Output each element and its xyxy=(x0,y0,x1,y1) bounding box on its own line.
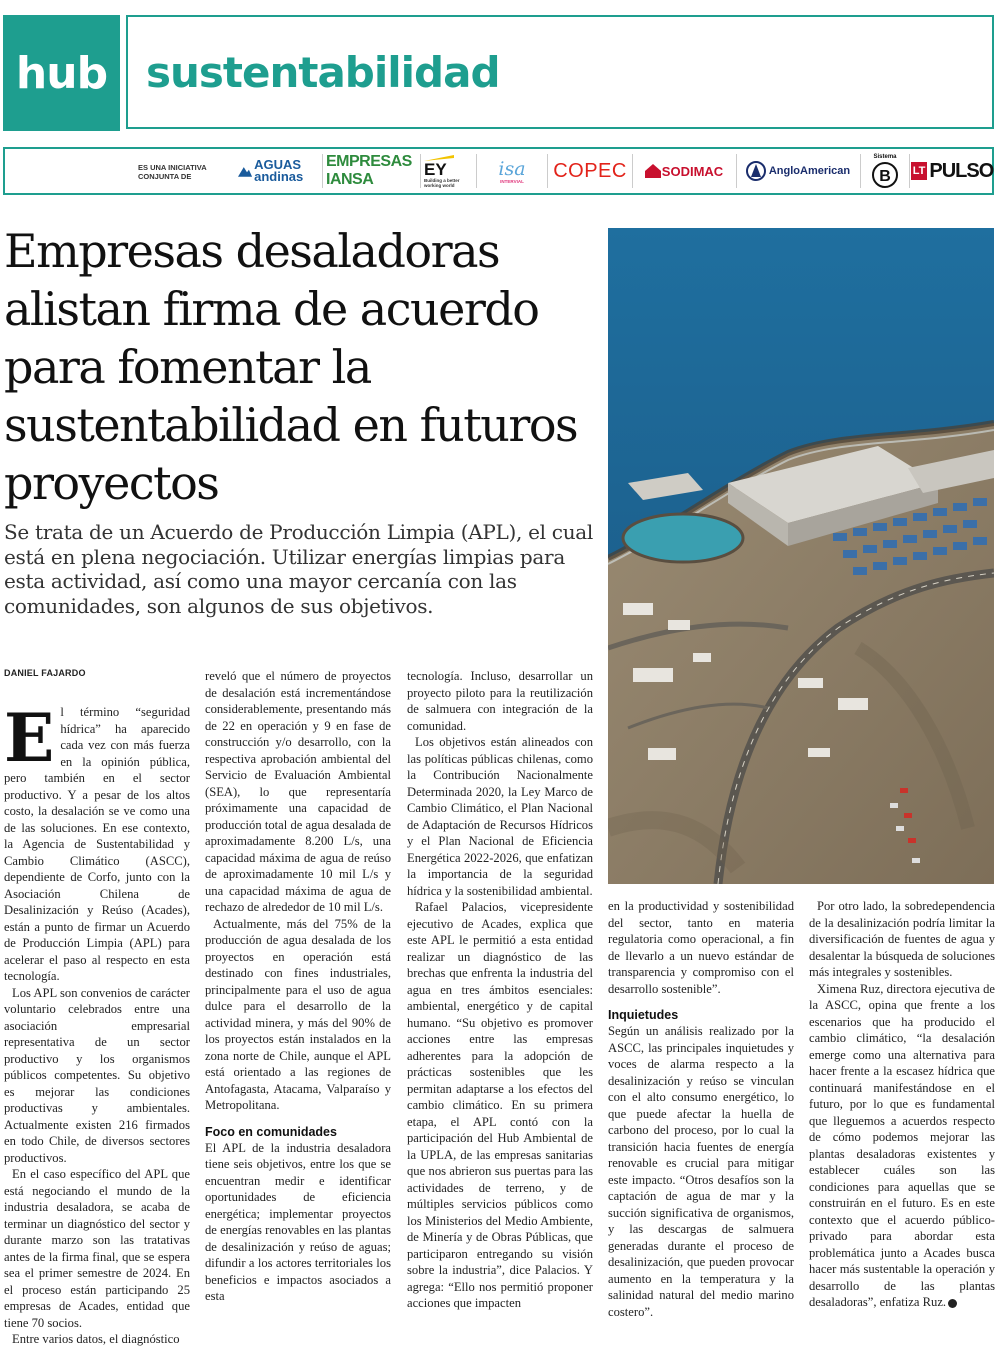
subhead: Inquietudes xyxy=(608,1008,679,1022)
section-title: sustentabilidad xyxy=(146,47,500,97)
copec-logo xyxy=(550,150,630,192)
ey-tagline: Building a better working world xyxy=(424,177,460,188)
isa-tagline: INTERVIAL xyxy=(500,178,524,184)
sistema-b-logo xyxy=(863,150,907,192)
article-deck: Se trata de un Acuerdo de Producción Limpia (APL), el cual está en plena negociación. Utilizar energías limpias para esta actividad, así como una mayor cercanía con las comunidades, son algunos de sus objetivos. xyxy=(4,520,594,618)
drop-cap: E xyxy=(4,699,55,777)
paragraph-text: Ximena Ruz, directora ejecutiva de la ASCC, opina que frente a los escenarios que ha producido el cambio climático, “la desalación emerge como una alternativa para hacer frente a la escasez hídrica que continuará manifestándose en el futuro, por lo que es fundamental que lleguemos a acuerdos respecto de cómo podemos mejorar las plantas desaladoras existentes y establecer cuáles son las condiciones para aquellas que se construirán en el futuro. Es en este contexto que el acuerdo público-privado para abordar esta problemática junto a Acades busca hacer más sustentable la operación y desarrollo de las plantas desaladoras”, enfatiza Ruz. xyxy=(809,981,995,1309)
anglo-american-text: AngloAmerican xyxy=(768,165,851,177)
byline: DANIEL FAJARDO xyxy=(4,668,86,678)
lt-pulso-logo: LT PULSO xyxy=(912,159,994,182)
article-column-4 xyxy=(608,898,794,1320)
sponsor-divider xyxy=(322,154,323,188)
sponsor-divider xyxy=(476,154,477,188)
iansa-text: EMPRESAS IANSA xyxy=(326,153,412,188)
sodimac-text: SODIMAC xyxy=(661,163,724,179)
paragraph-text: l término “seguridad hídrica” ha aparecido cada vez con más fuerza en la opinión pública, pero también en el sector productivo. Y a pesar de los altos costo, la desalación se ve como una de las soluciones. En ese contexto, la Agencia de Sustentabilidad y Cambio Climático (ASCC), dependiente de Corfo, junto con la Asociación Chilena de Desalinización y Reúso (Acades), están a punto de firmar un Acuerdo de Producción Limpia (APL) para acelerar el paso al respecto en esta tecnología. xyxy=(4,705,190,983)
paragraph: Los APL son convenios de carácter voluntario celebrados entre una asociación empresarial representativa de un sector productivo y los organismos públicos competentes. Su objetivo es mejorar las condiciones productivas y ambientales. Actualmente existen 216 firmados en todo Chile, de diversos sectores productivos. xyxy=(4,985,190,1165)
paragraph: tecnología. Incluso, desarrollar un proyecto piloto para la reutilización de salmuera con integración de la comunidad. xyxy=(407,669,593,733)
svg-text:B: B xyxy=(879,168,891,185)
sponsor-intro: ES UNA INICIATIVA CONJUNTA DE xyxy=(138,163,207,181)
article-headline: Empresas desaladoras alistan firma de acuerdo para fomentar la sustentabilidad en futuros proyectos xyxy=(4,224,578,510)
sponsor-divider xyxy=(736,154,737,188)
paragraph xyxy=(4,699,190,985)
paragraph: reveló que el número de proyectos de desalación está incrementándose considerablemente, presentando más de 22 en operación y 9 en fase de construcción y/o desarrollo, con la respectiva aprobación ambiental del Servicio de Evaluación Ambiental (SEA), lo que representaría próximamente una capacidad de producción total de agua desalada de aproximadamente 8.200 L/s, una capacidad máxima de agua de reúso de aproximadamente 10 mil L/s y una capacidad máxima de agua de rechazo de alrededor de 10 mil L/s. xyxy=(205,669,391,914)
paragraph: Según un análisis realizado por la ASCC, las principales inquietudes y voces de alarma respecto a la desalinización y reúso se vinculan con el alto consumo energético, lo que puede afectar la huella de carbono del proceso, por lo cual la transición hacia fuentes de energía renovable es crucial para mitigar este impacto. “Otros desafíos son la captación de agua de mar y la succión significativa de organismos, y las descargas de salmuera generadas durante el proceso de desalinización, que pueden provocar aumento en la temperatura y la salinidad natural del medio marino costero”. xyxy=(608,1024,794,1319)
article-column-3 xyxy=(407,668,593,1312)
ey-logo xyxy=(424,150,474,192)
sodimac-logo xyxy=(635,150,733,192)
article-column-1 xyxy=(4,699,190,1348)
hub-logo xyxy=(3,15,120,131)
paragraph: Actualmente, más del 75% de la producción de agua desalada de los proyectos en operación está destinado con fines industriales, principalmente para el uso de agua dulce para el desarrollo de la actividad minera, y más del 90% de los proyectos están instalados en la zona norte de Chile, aunque el APL está orientado a las regiones de Antofagasta, Atacama, Valparaíso y Metropolitana. xyxy=(205,916,391,1112)
paragraph: Por otro lado, la sobredependencia de la desalinización podría limitar la diversificación de fuentes de agua y desalentar la búsqueda de soluciones más integrales y sostenibles. xyxy=(809,899,995,979)
isa-logo xyxy=(480,150,544,192)
sponsor-divider xyxy=(860,154,861,188)
aguas-andinas-logo xyxy=(238,150,318,192)
section-banner xyxy=(126,15,994,129)
aguas-andinas-text: AGUAS andinas xyxy=(254,157,304,184)
paragraph: Rafael Palacios, vicepresidente ejecutivo de Acades, explica que este APL le permitió a esta entidad realizar un diagnóstico de las brechas que enfrenta la industria del agua en tres ámbitos esenciales: ambiental, energético y de capital humano. “Su objetivo es promover acciones entre las empresas adherentes para la adopción de prácticas sostenibles que les permitan adaptarse a los efectos del cambio climático. En su primera etapa, el APL contó con la participación del Hub Ambiental de la UPLA, de las empresas sanitarias que nos abrieron sus puertas para las actividades de terreno, y de múltiples servicios públicos como los Ministerios del Medio Ambiente, de Minería y de Obras Públicas, que participaron entregando su visión sobre la industria”, dice Palacios. Y agrega: “Ello nos permitió proponer acciones que impacten xyxy=(407,900,593,1310)
iansa-logo xyxy=(326,150,416,192)
article-column-5 xyxy=(809,898,995,1311)
isa-text: isa xyxy=(498,157,526,180)
sponsor-divider xyxy=(632,154,633,188)
sponsor-divider xyxy=(420,154,421,188)
paragraph xyxy=(809,981,995,1311)
subhead: Foco en comunidades xyxy=(205,1124,337,1139)
copec-text: COPEC xyxy=(553,159,627,182)
paragraph: Los objetivos están alineados con las políticas públicas chilenas, como la Contribución Nacionalmente Determinada 2020, la Ley Marco de Cambio Climático, el Plan Nacional de Adaptación de Recursos Hídricos y el Plan Nacional de Eficiencia Energética 2022-2026, que enfatizan la importancia de la seguridad hídrica y la sostenibilidad ambiental. xyxy=(407,735,593,898)
sistema-b-label: Sistema xyxy=(873,154,897,160)
sponsor-divider xyxy=(547,154,548,188)
article-column-2 xyxy=(205,668,391,1305)
hub-logo-text: hub xyxy=(15,47,108,99)
paragraph: El APL de la industria desaladora tiene seis objetivos, entre los que se encuentran medir e identificar oportunidades de eficiencia energética; implementar proyectos de energías renovables en las plantas de desalinización y reúso de aguas; difundir a los actores territoriales los beneficios e impactos asociados a esta xyxy=(205,1140,391,1303)
end-of-article-icon xyxy=(948,1299,957,1308)
desalination-plant-photo xyxy=(608,228,994,884)
paragraph: en la productividad y sostenibilidad del sector, tanto en materia regulatoria como operacional, a fin de llevarlo a un nuevo estándar de transparencia y compromiso con el desarrollo sostenible”. xyxy=(608,899,794,996)
paragraph: En el caso específico del APL que está negociando el mundo de la industria desaladora, se acaba de terminar un diagnóstico del sector y durante marzo son las tratativas antes de la firma final, que se espera sea el primer semestre de 2024. En el proceso están participando 25 empresas de Acades, entidad que tiene 70 socios. xyxy=(4,1167,190,1330)
ey-text: EY xyxy=(424,159,447,179)
anglo-american-logo xyxy=(739,150,857,192)
paragraph: Entre varios datos, el diagnóstico xyxy=(12,1332,180,1346)
